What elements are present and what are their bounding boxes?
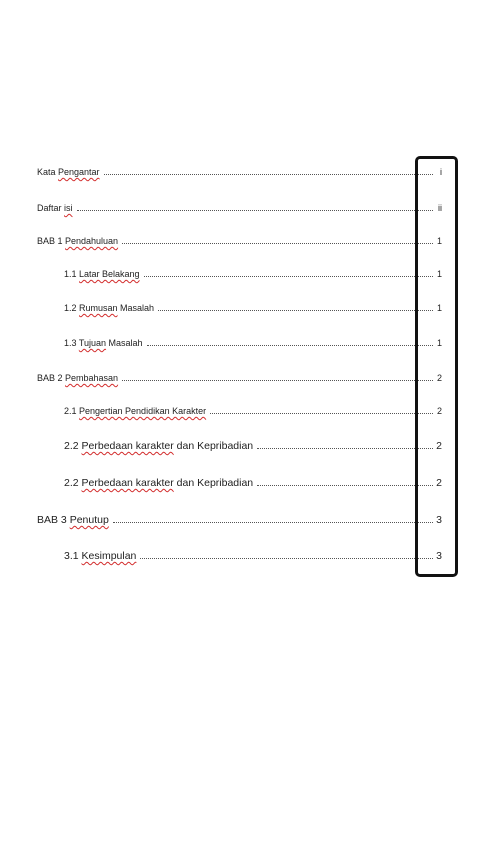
page-number: 1: [436, 338, 442, 348]
toc-entry-label: BAB 1 Pendahuluan: [37, 236, 119, 246]
page-number: 2: [436, 373, 442, 383]
dot-leader: [158, 309, 433, 311]
page-number: 2: [436, 440, 442, 452]
page-number: 1: [436, 236, 442, 246]
toc-entry-bab-3[interactable]: [37, 514, 442, 527]
page-number: 1: [436, 269, 442, 279]
toc-entry-label: 2.2 Perbedaan karakter dan Kepribadian: [64, 477, 254, 489]
dot-leader: [122, 242, 433, 244]
dot-leader: [147, 344, 433, 346]
toc-entry-label: Kata Pengantar: [37, 167, 100, 177]
page-number-highlight-box: [415, 156, 458, 577]
page-number: 2: [436, 477, 442, 489]
toc-entry-label: 2.1 Pengertian Pendidikan Karakter: [64, 406, 207, 416]
toc-entry-label: 1.3 Tujuan Masalah: [64, 338, 143, 348]
page-number: 2: [436, 406, 442, 416]
dot-leader: [77, 209, 433, 211]
toc-entry-bab-1[interactable]: [37, 235, 442, 247]
toc-entry-2-2[interactable]: [64, 477, 442, 490]
dot-leader: [140, 557, 433, 559]
toc-entry-label: 1.1 Latar Belakang: [64, 269, 140, 279]
toc-entry-daftar-isi[interactable]: [37, 202, 442, 214]
toc-entry-2-2[interactable]: [64, 440, 442, 453]
page-number: ii: [438, 203, 442, 213]
dot-leader: [257, 484, 433, 486]
dot-leader: [210, 412, 433, 414]
dot-leader: [144, 275, 433, 277]
toc-entry-label: BAB 3 Penutup: [37, 514, 109, 526]
toc-entry-1-1[interactable]: [64, 268, 442, 280]
toc-entry-label: Daftar isi: [37, 203, 73, 213]
dot-leader: [257, 447, 433, 449]
dot-leader: [104, 173, 433, 175]
page-number: i: [440, 167, 442, 177]
toc-entry-2-1[interactable]: [64, 405, 442, 417]
toc-entry-label: 3.1 Kesimpulan: [64, 550, 137, 562]
toc-entry-1-3[interactable]: [64, 337, 442, 349]
page-number: 3: [436, 514, 442, 526]
page-number: 1: [436, 303, 442, 313]
toc-entry-bab-2[interactable]: [37, 372, 442, 384]
toc-entry-label: 1.2 Rumusan Masalah: [64, 303, 155, 313]
toc-entry-label: BAB 2 Pembahasan: [37, 373, 119, 383]
toc-entry-1-2[interactable]: [64, 302, 442, 314]
dot-leader: [113, 521, 433, 523]
page-number: 3: [436, 550, 442, 562]
dot-leader: [122, 379, 433, 381]
toc-entry-kata-pengantar[interactable]: [37, 166, 442, 178]
toc-entry-label: 2.2 Perbedaan karakter dan Kepribadian: [64, 440, 254, 452]
toc-entry-3-1[interactable]: [64, 550, 442, 563]
